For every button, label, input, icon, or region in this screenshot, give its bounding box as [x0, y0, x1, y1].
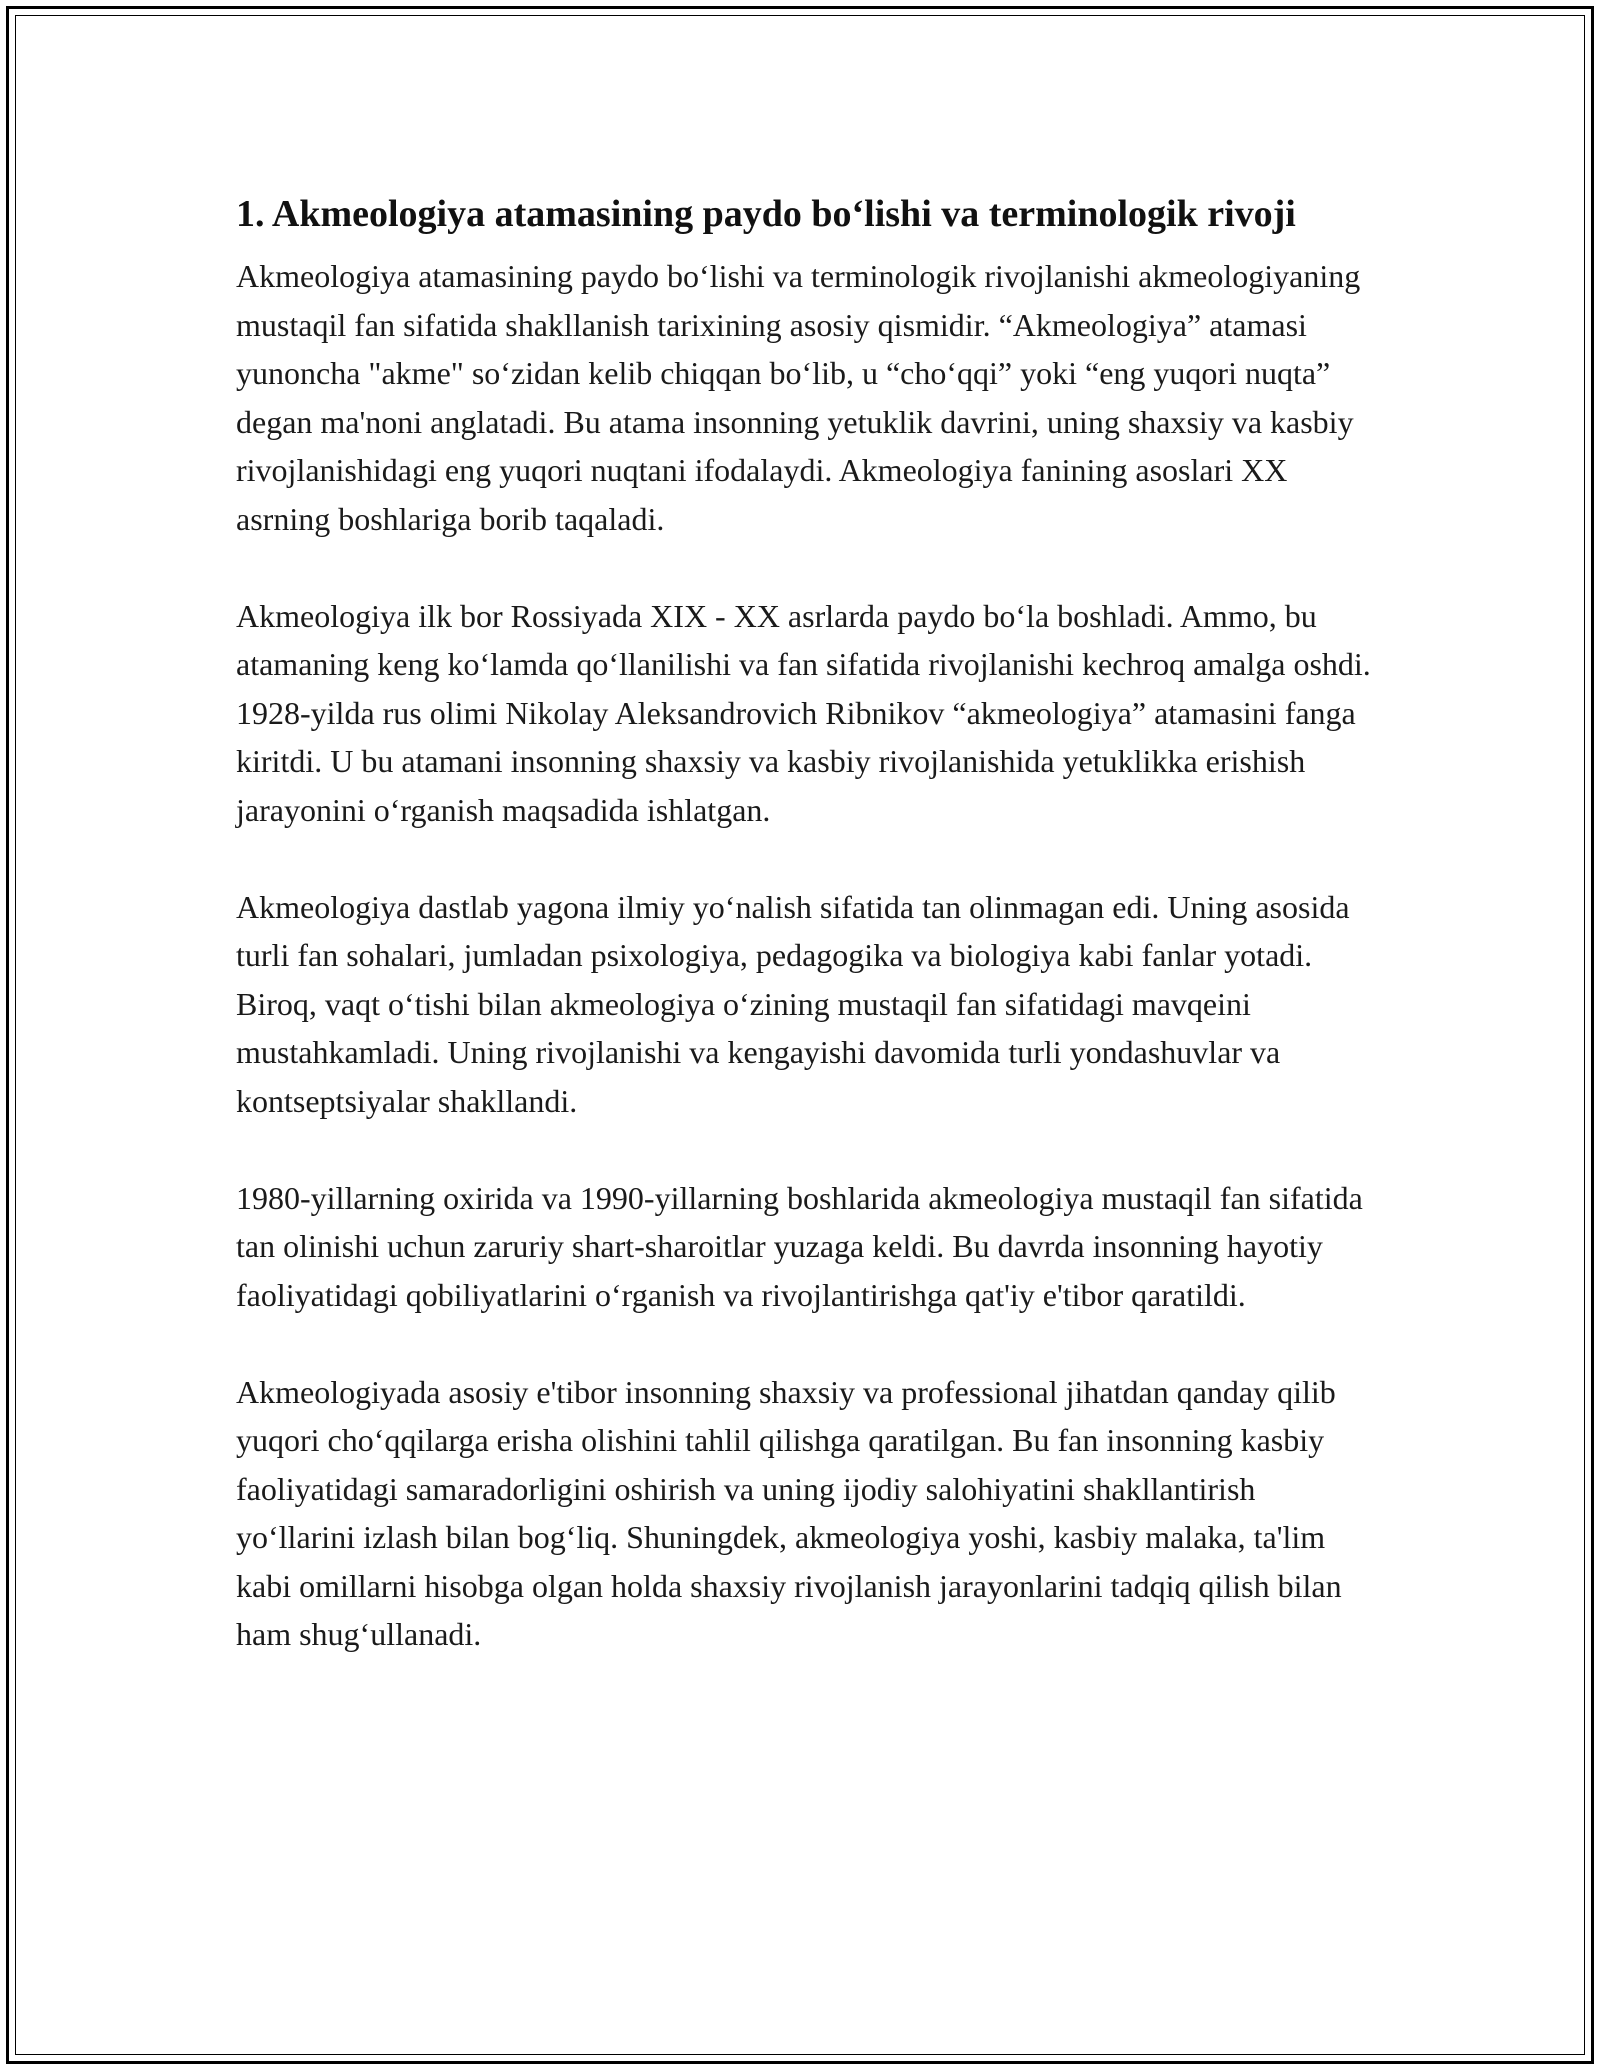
paragraph-2: Akmeologiya ilk bor Rossiyada XIX - XX asrlarda paydo bo‘la boshladi. Ammo, bu atamaning keng ko‘lamda qo‘llanilishi va fan sifatida rivojlanishi kechroq amalga oshdi. 1928-yilda rus olimi Nikolay Aleksandrovich Ribnikov “akmeologiya” atamasini fanga kiritdi. U bu atamani insonning shaxsiy va kasbiy rivojlanishida yetuklikka erishish jarayonini o‘rganish maqsadida ishlatgan.: [236, 597, 1371, 828]
paragraph-4: 1980-yillarning oxirida va 1990-yillarning boshlarida akmeologiya mustaqil fan sifatida tan olinishi uchun zaruriy shart-sharoitlar yuzaga keldi. Bu davrda insonning hayotiy faoliyatidagi qobiliyatlarini o‘rganish va rivojlantirishga qat'iy e'tibor qaratildi.: [236, 1179, 1363, 1313]
paragraph-3: Akmeologiya dastlab yagona ilmiy yo‘nalish sifatida tan olinmagan edi. Uning asosida turli fan sohalari, jumladan psixologiya, pedagogika va biologiya kabi fanlar yotadi. Biroq, vaqt o‘tishi bilan akmeologiya o‘zining mustaqil fan sifatidagi mavqeini mustahkamladi. Uning rivojlanishi va kengayishi davomida turli yondashuvlar va kontseptsiyalar shakllandi.: [236, 888, 1350, 1119]
document-body: [236, 186, 1376, 1659]
section-heading: 1. Akmeologiya atamasining paydo bo‘lishi va terminologik rivoji: [236, 193, 1296, 235]
paragraph-1: Akmeologiya atamasining paydo bo‘lishi va terminologik rivojlanishi akmeologiyaning mustaqil fan sifatida shakllanish tarixining asosiy qismidir. “Akmeologiya” atamasi yunoncha "akme" so‘zidan kelib chiqqan bo‘lib, u “cho‘qqi” yoki “eng yuqori nuqta” degan ma'noni anglatadi. Bu atama insonning yetuklik davrini, uning shaxsiy va kasbiy rivojlanishidagi eng yuqori nuqtani ifodalaydi. Akmeologiya fanining asoslari XX asrning boshlariga borib taqaladi.: [236, 258, 1361, 537]
paragraph-5: Akmeologiyada asosiy e'tibor insonning shaxsiy va professional jihatdan qanday qilib yuqori cho‘qqilarga erisha olishini tahlil qilishga qaratilgan. Bu fan insonning kasbiy faoliyatidagi samaradorligini oshirish va uning ijodiy salohiyatini shakllantirish yo‘llarini izlash bilan bog‘liq. Shuningdek, akmeologiya yoshi, kasbiy malaka, ta'lim kabi omillarni hisobga olgan holda shaxsiy rivojlanish jarayonlarini tadqiq qilish bilan ham shug‘ullanadi.: [236, 1373, 1342, 1652]
